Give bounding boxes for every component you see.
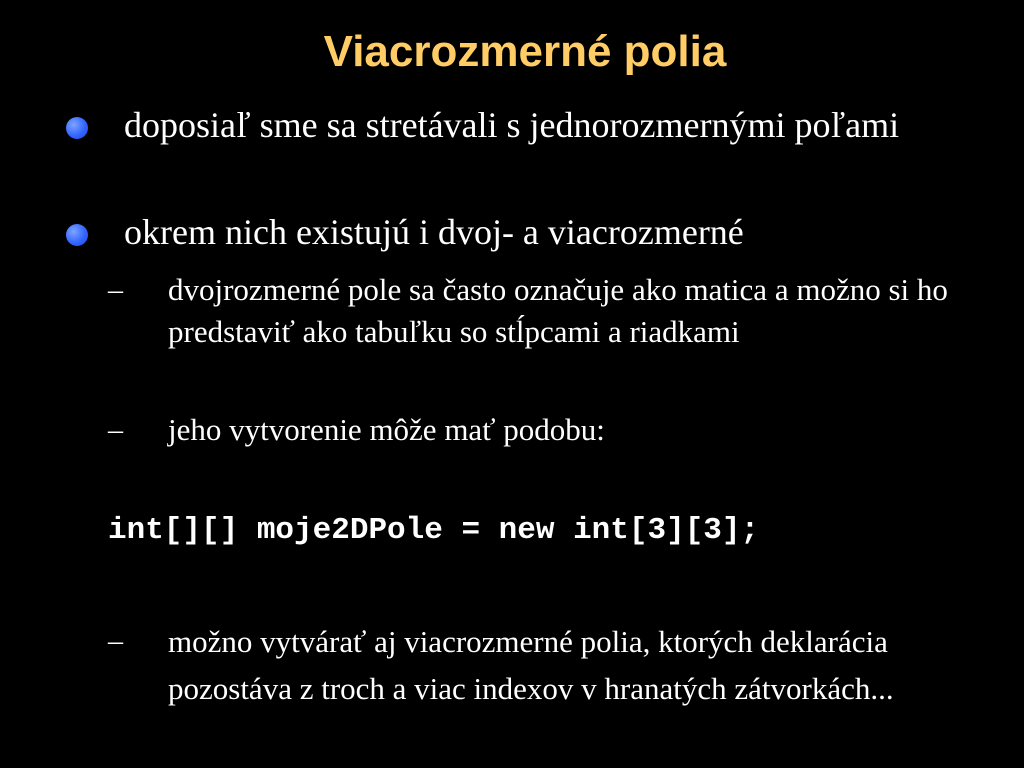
bullet-item-text: okrem nich existujú i dvoj- a viacrozmerné [124, 212, 744, 252]
sub-item-text: jeho vytvorenie môže mať podobu: [168, 412, 605, 447]
sub-item-dash: – [108, 273, 123, 306]
sub-item-dash: – [108, 624, 123, 657]
bullet-item-text: doposiaľ sme sa stretávali s jednorozmernými poľami [124, 105, 900, 145]
sub-item-text: možno vytvárať aj viacrozmerné polia, ktorých deklarácia pozostáva z troch a viac indexov v hranatých zátvorkách... [168, 624, 894, 706]
slide-title: Viacrozmerné polia [323, 27, 727, 76]
bullet-dot-icon [66, 224, 88, 246]
sub-item-text: dvojrozmerné pole sa často označuje ako matica a možno si ho predstaviť ako tabuľku so stĺpcami a riadkami [168, 272, 948, 349]
sub-item-dash: – [108, 413, 123, 446]
bullet-dot-icon [66, 117, 88, 139]
code-line: int[][] moje2DPole = new int[3][3]; [108, 513, 760, 548]
